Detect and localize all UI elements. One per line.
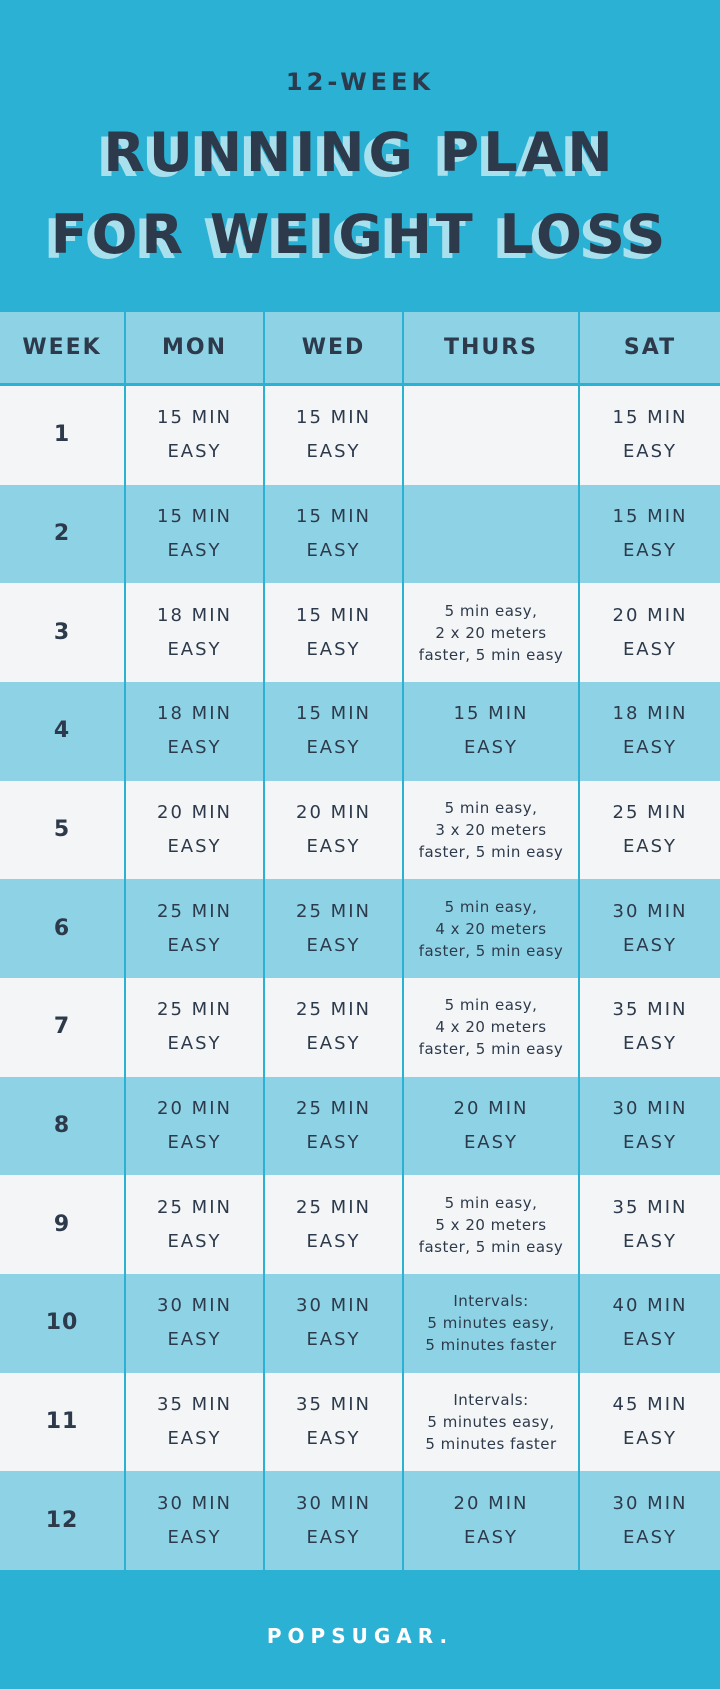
workout-cell-thurs bbox=[404, 1175, 580, 1274]
week-number: 2 bbox=[53, 520, 71, 546]
week-number-cell bbox=[0, 386, 126, 485]
workout-text: 5 min easy, 3 x 20 meters faster, 5 min easy bbox=[418, 798, 564, 861]
workout-cell-mon bbox=[126, 781, 265, 880]
workout-cell-wed bbox=[265, 879, 404, 978]
workout-text: 5 min easy, 4 x 20 meters faster, 5 min easy bbox=[418, 897, 564, 960]
workout-text: 20 MIN EASY bbox=[296, 801, 371, 857]
week-number-cell bbox=[0, 1373, 126, 1472]
week-number-cell bbox=[0, 781, 126, 880]
workout-cell-sat bbox=[580, 1077, 720, 1176]
week-number: 9 bbox=[53, 1211, 71, 1237]
workout-text: 20 MIN EASY bbox=[157, 1097, 232, 1153]
week-number: 8 bbox=[53, 1112, 71, 1138]
week-number-cell bbox=[0, 1175, 126, 1274]
workout-text: 15 MIN EASY bbox=[453, 703, 529, 759]
workout-cell-thurs bbox=[404, 682, 580, 781]
column-header-sat: SAT bbox=[580, 312, 720, 386]
eyebrow-label: 12-WEEK bbox=[285, 68, 435, 96]
workout-cell-wed bbox=[265, 386, 404, 485]
workout-text: 15 MIN EASY bbox=[296, 407, 371, 463]
workout-text: 35 MIN EASY bbox=[296, 1393, 371, 1449]
week-number-cell bbox=[0, 485, 126, 584]
workout-text: 15 MIN EASY bbox=[612, 407, 688, 463]
workout-cell-wed bbox=[265, 978, 404, 1077]
workout-cell-sat bbox=[580, 386, 720, 485]
week-number-cell bbox=[0, 583, 126, 682]
workout-cell-thurs bbox=[404, 1373, 580, 1472]
workout-text: 18 MIN EASY bbox=[157, 703, 232, 759]
workout-cell-wed bbox=[265, 1175, 404, 1274]
workout-text: 35 MIN EASY bbox=[612, 999, 688, 1055]
workout-cell-sat bbox=[580, 1471, 720, 1570]
workout-cell-thurs bbox=[404, 485, 580, 584]
week-number: 10 bbox=[45, 1310, 79, 1336]
workout-text: 35 MIN EASY bbox=[157, 1393, 232, 1449]
workout-cell-mon bbox=[126, 386, 265, 485]
column-header-week: WEEK bbox=[0, 312, 126, 386]
workout-cell-sat bbox=[580, 583, 720, 682]
workout-text: 25 MIN EASY bbox=[157, 1196, 232, 1252]
workout-text: 45 MIN EASY bbox=[612, 1393, 688, 1449]
workout-cell-wed bbox=[265, 583, 404, 682]
workout-cell-mon bbox=[126, 1175, 265, 1274]
workout-text: Intervals: 5 minutes easy, 5 minutes faster bbox=[425, 1390, 557, 1453]
week-number: 3 bbox=[53, 619, 71, 645]
workout-cell-thurs bbox=[404, 1471, 580, 1570]
workout-cell-wed bbox=[265, 485, 404, 584]
workout-cell-thurs bbox=[404, 583, 580, 682]
workout-cell-sat bbox=[580, 879, 720, 978]
workout-cell-sat bbox=[580, 978, 720, 1077]
running-plan-table bbox=[0, 312, 720, 1570]
workout-text: 15 MIN EASY bbox=[157, 407, 232, 463]
workout-cell-wed bbox=[265, 781, 404, 880]
workout-text: 35 MIN EASY bbox=[612, 1196, 688, 1252]
workout-text: 40 MIN EASY bbox=[612, 1295, 688, 1351]
title-line-2: FOR WEIGHT LOSS bbox=[50, 203, 670, 266]
workout-text: 15 MIN EASY bbox=[296, 703, 371, 759]
workout-text: 30 MIN EASY bbox=[612, 1492, 688, 1548]
column-header-thurs: THURS bbox=[404, 312, 580, 386]
workout-text: 25 MIN EASY bbox=[296, 1097, 371, 1153]
workout-text: 30 MIN EASY bbox=[157, 1492, 232, 1548]
workout-text: 20 MIN EASY bbox=[453, 1492, 529, 1548]
workout-text: 5 min easy, 4 x 20 meters faster, 5 min easy bbox=[418, 996, 564, 1059]
workout-cell-thurs bbox=[404, 1274, 580, 1373]
workout-cell-wed bbox=[265, 682, 404, 781]
workout-cell-wed bbox=[265, 1077, 404, 1176]
footer bbox=[0, 1570, 720, 1689]
week-number-cell bbox=[0, 879, 126, 978]
workout-text: 25 MIN EASY bbox=[612, 801, 688, 857]
workout-text: 30 MIN EASY bbox=[612, 900, 688, 956]
workout-cell-wed bbox=[265, 1373, 404, 1472]
workout-cell-wed bbox=[265, 1274, 404, 1373]
column-header-wed: WED bbox=[265, 312, 404, 386]
workout-cell-mon bbox=[126, 1274, 265, 1373]
title-line-1: RUNNING PLAN bbox=[103, 121, 617, 184]
workout-cell-mon bbox=[126, 485, 265, 584]
workout-cell-wed bbox=[265, 1471, 404, 1570]
workout-cell-mon bbox=[126, 1077, 265, 1176]
workout-cell-thurs bbox=[404, 879, 580, 978]
workout-text: 15 MIN EASY bbox=[157, 505, 232, 561]
workout-cell-mon bbox=[126, 583, 265, 682]
workout-text: 25 MIN EASY bbox=[157, 999, 232, 1055]
workout-text: 20 MIN EASY bbox=[157, 801, 232, 857]
workout-text: 25 MIN EASY bbox=[296, 900, 371, 956]
workout-text: 18 MIN EASY bbox=[612, 703, 688, 759]
workout-cell-sat bbox=[580, 1373, 720, 1472]
week-number: 1 bbox=[53, 422, 71, 448]
workout-text: 15 MIN EASY bbox=[296, 604, 371, 660]
column-header-mon: MON bbox=[126, 312, 265, 386]
workout-text: 30 MIN EASY bbox=[612, 1097, 688, 1153]
header bbox=[0, 0, 720, 312]
workout-text: 25 MIN EASY bbox=[296, 999, 371, 1055]
workout-text: 5 min easy, 2 x 20 meters faster, 5 min easy bbox=[418, 601, 564, 664]
workout-text: 18 MIN EASY bbox=[157, 604, 232, 660]
week-number: 6 bbox=[53, 915, 71, 941]
week-number: 4 bbox=[53, 718, 71, 744]
workout-text: 30 MIN EASY bbox=[296, 1492, 371, 1548]
workout-text: 25 MIN EASY bbox=[296, 1196, 371, 1252]
workout-cell-thurs bbox=[404, 978, 580, 1077]
workout-cell-sat bbox=[580, 781, 720, 880]
week-number: 7 bbox=[53, 1014, 71, 1040]
week-number-cell bbox=[0, 682, 126, 781]
workout-cell-thurs bbox=[404, 386, 580, 485]
workout-cell-mon bbox=[126, 1373, 265, 1472]
workout-cell-mon bbox=[126, 978, 265, 1077]
workout-text: 30 MIN EASY bbox=[296, 1295, 371, 1351]
workout-cell-sat bbox=[580, 1274, 720, 1373]
week-number: 11 bbox=[45, 1408, 79, 1434]
week-number-cell bbox=[0, 1471, 126, 1570]
workout-cell-mon bbox=[126, 879, 265, 978]
workout-text: Intervals: 5 minutes easy, 5 minutes faster bbox=[425, 1292, 557, 1355]
week-number-cell bbox=[0, 1274, 126, 1373]
workout-text: 5 min easy, 5 x 20 meters faster, 5 min easy bbox=[418, 1193, 564, 1256]
week-number-cell bbox=[0, 978, 126, 1077]
workout-text: 30 MIN EASY bbox=[157, 1295, 232, 1351]
workout-text: 20 MIN EASY bbox=[612, 604, 688, 660]
workout-text: 15 MIN EASY bbox=[296, 505, 371, 561]
workout-cell-mon bbox=[126, 1471, 265, 1570]
popsugar-logo: POPSUGAR. bbox=[266, 1623, 454, 1648]
workout-cell-sat bbox=[580, 485, 720, 584]
workout-cell-sat bbox=[580, 1175, 720, 1274]
workout-text: 25 MIN EASY bbox=[157, 900, 232, 956]
workout-cell-thurs bbox=[404, 1077, 580, 1176]
week-number: 12 bbox=[45, 1507, 79, 1533]
workout-cell-sat bbox=[580, 682, 720, 781]
workout-cell-mon bbox=[126, 682, 265, 781]
week-number-cell bbox=[0, 1077, 126, 1176]
workout-cell-thurs bbox=[404, 781, 580, 880]
workout-text: 20 MIN EASY bbox=[453, 1097, 529, 1153]
workout-text: 15 MIN EASY bbox=[612, 505, 688, 561]
week-number: 5 bbox=[53, 816, 71, 842]
